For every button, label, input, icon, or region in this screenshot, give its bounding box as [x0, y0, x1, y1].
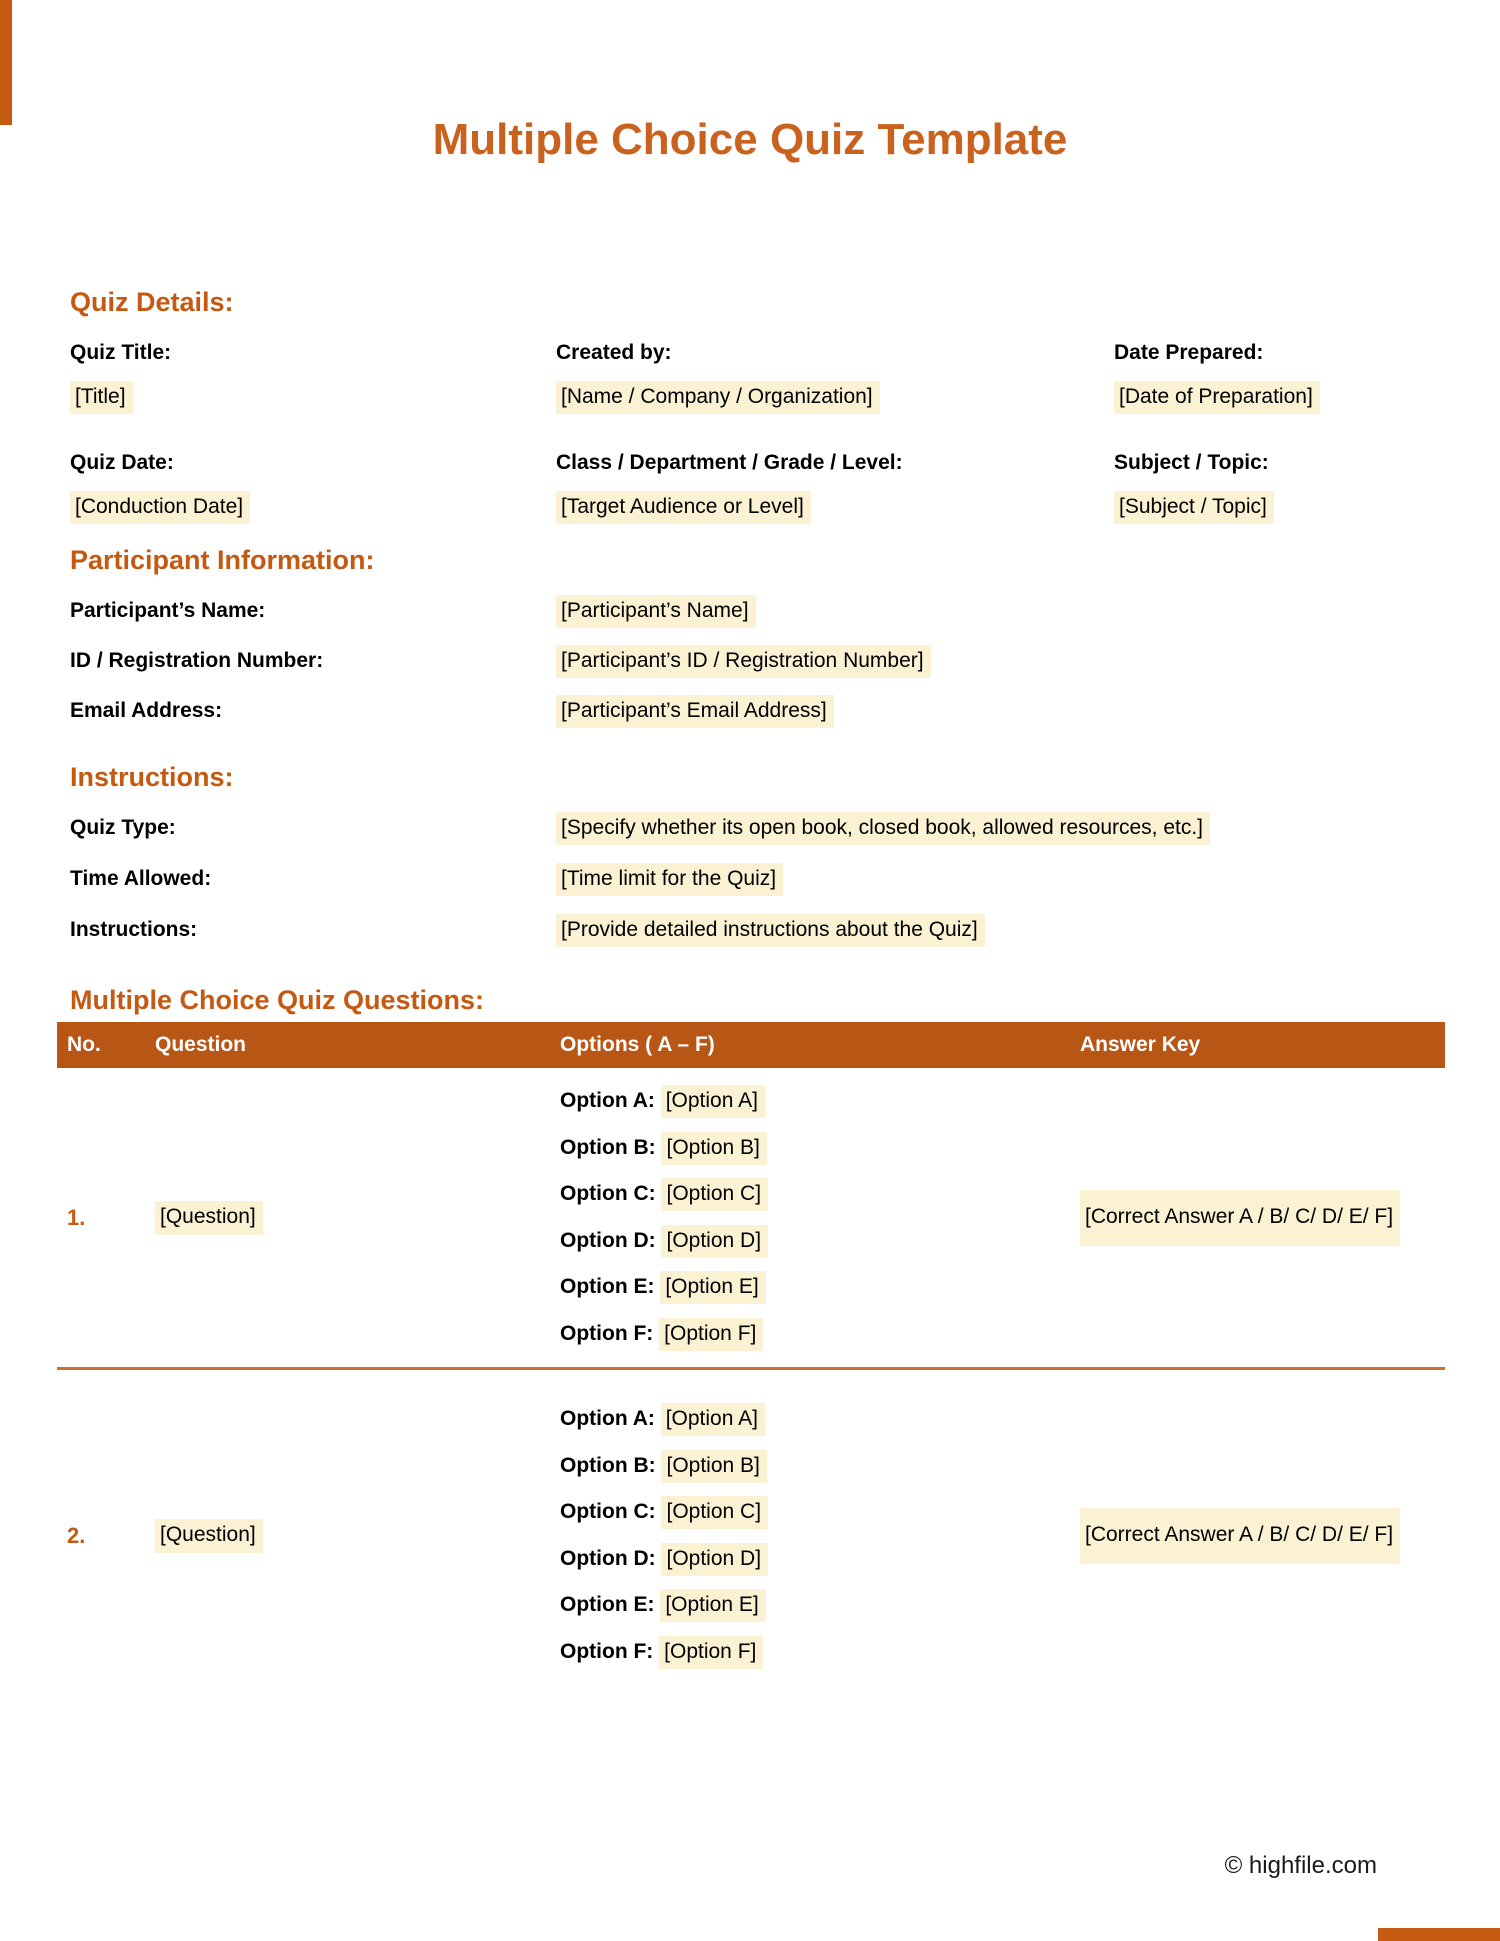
option-b-label: Option B: [560, 1135, 656, 1159]
date-prepared-value[interactable]: [Date of Preparation] [1114, 381, 1320, 414]
option-d-value[interactable]: [Option D] [661, 1225, 768, 1258]
id-registration-value[interactable]: [Participant’s ID / Registration Number] [556, 645, 931, 678]
question-2-placeholder[interactable]: [Question] [155, 1519, 263, 1553]
created-by-value[interactable]: [Name / Company / Organization] [556, 381, 880, 414]
id-registration-label: ID / Registration Number: [70, 649, 324, 672]
quiz-type-value-wrap [556, 813, 1210, 843]
quiz-title-label: Quiz Title: [70, 341, 172, 364]
quiz-type-row [70, 813, 1444, 864]
question-row-2 [57, 1367, 1445, 1685]
question-1-placeholder[interactable]: [Question] [155, 1201, 263, 1235]
option-e-label: Option E: [560, 1275, 655, 1298]
footer-credit: © highfile.com [1224, 1852, 1377, 1879]
created-by-field [556, 338, 1114, 412]
instructions-detail-row [70, 915, 1444, 966]
quiz-title-value[interactable]: [Title] [70, 381, 133, 414]
top-left-accent-bar [0, 0, 12, 125]
option-d-value[interactable]: [Option D] [661, 1543, 768, 1576]
header-cell-options: Options ( A – F) [560, 1033, 715, 1056]
section-heading-quiz-questions: Multiple Choice Quiz Questions: [70, 985, 485, 1015]
option-line-c [560, 1489, 1070, 1536]
option-e-label: Option E: [560, 1593, 655, 1616]
email-address-value-wrap [556, 696, 834, 726]
class-department-field [556, 448, 1114, 522]
quiz-type-label: Quiz Type: [70, 816, 176, 839]
option-line-e [560, 1264, 1070, 1311]
section-heading-quiz-details: Quiz Details: [70, 287, 234, 317]
option-d-label: Option D: [560, 1228, 656, 1252]
option-d-label: Option D: [560, 1546, 656, 1570]
option-f-value[interactable]: [Option F] [659, 1318, 763, 1351]
option-line-d [560, 1536, 1070, 1583]
participant-name-value-wrap [556, 596, 756, 626]
questions-table [57, 1022, 1445, 1685]
question-row-1 [57, 1068, 1445, 1367]
question-1-cell [145, 1078, 550, 1357]
instructions-detail-value-wrap [556, 915, 985, 945]
id-registration-row [70, 646, 1444, 696]
instructions-rows [70, 813, 1444, 966]
header-cell-no: No. [67, 1033, 101, 1056]
option-line-e [560, 1582, 1070, 1629]
class-department-value[interactable]: [Target Audience or Level] [556, 491, 811, 524]
participant-name-label: Participant’s Name: [70, 599, 266, 622]
page-title: Multiple Choice Quiz Template [432, 115, 1068, 164]
option-e-value[interactable]: [Option E] [660, 1271, 765, 1304]
class-department-value-wrap [556, 492, 1114, 522]
option-a-value[interactable]: [Option A] [661, 1085, 765, 1118]
option-line-b [560, 1125, 1070, 1172]
option-f-value[interactable]: [Option F] [659, 1636, 763, 1669]
participant-name-row [70, 596, 1444, 646]
quiz-details-grid [70, 338, 1444, 522]
time-allowed-row [70, 864, 1444, 915]
date-prepared-field [1114, 338, 1444, 412]
participant-info-rows [70, 596, 1444, 746]
question-2-answer-cell [1070, 1396, 1445, 1675]
date-prepared-value-wrap [1114, 382, 1444, 412]
section-heading-instructions: Instructions: [70, 762, 234, 792]
subject-topic-field [1114, 448, 1444, 522]
participant-name-value[interactable]: [Participant’s Name] [556, 595, 756, 628]
option-line-f [560, 1311, 1070, 1358]
header-cell-question: Question [155, 1033, 247, 1056]
option-b-value[interactable]: [Option B] [661, 1132, 766, 1165]
option-line-a [560, 1078, 1070, 1125]
option-line-a [560, 1396, 1070, 1443]
quiz-title-value-wrap [70, 382, 556, 412]
option-b-value[interactable]: [Option B] [661, 1450, 766, 1483]
question-1-number: 1. [67, 1204, 86, 1230]
option-c-value[interactable]: [Option C] [661, 1496, 768, 1529]
question-2-options [550, 1396, 1070, 1675]
questions-table-header [57, 1022, 1445, 1068]
option-line-c [560, 1171, 1070, 1218]
option-line-b [560, 1443, 1070, 1490]
question-2-number: 2. [67, 1522, 86, 1548]
created-by-label: Created by: [556, 341, 672, 364]
option-b-label: Option B: [560, 1453, 656, 1477]
option-line-f [560, 1629, 1070, 1676]
header-cell-answer-key: Answer Key [1080, 1033, 1201, 1056]
question-2-answer-key[interactable]: [Correct Answer A / B/ C/ D/ E/ F] [1080, 1508, 1400, 1564]
time-allowed-value-wrap [556, 864, 783, 894]
option-a-label: Option A: [560, 1407, 655, 1430]
bottom-right-accent-bar [1378, 1928, 1500, 1941]
subject-topic-value[interactable]: [Subject / Topic] [1114, 491, 1274, 524]
quiz-date-value-wrap [70, 492, 556, 522]
option-e-value[interactable]: [Option E] [660, 1589, 765, 1622]
instructions-detail-value[interactable]: [Provide detailed instructions about the Quiz] [556, 914, 985, 947]
class-department-label: Class / Department / Grade / Level: [556, 451, 903, 474]
time-allowed-value[interactable]: [Time limit for the Quiz] [556, 863, 783, 896]
time-allowed-label: Time Allowed: [70, 867, 212, 890]
section-heading-participant-information: Participant Information: [70, 545, 375, 575]
option-a-label: Option A: [560, 1089, 655, 1112]
id-registration-value-wrap [556, 646, 931, 676]
subject-topic-value-wrap [1114, 492, 1444, 522]
question-2-cell [145, 1396, 550, 1675]
email-address-row [70, 696, 1444, 746]
instructions-detail-label: Instructions: [70, 918, 198, 941]
quiz-date-value[interactable]: [Conduction Date] [70, 491, 250, 524]
quiz-title-field [70, 338, 556, 412]
email-address-label: Email Address: [70, 699, 223, 722]
quiz-date-label: Quiz Date: [70, 451, 174, 474]
quiz-type-value[interactable]: [Specify whether its open book, closed book, allowed resources, etc.] [556, 812, 1210, 845]
option-c-label: Option C: [560, 1500, 656, 1523]
option-line-d [560, 1218, 1070, 1265]
email-address-value[interactable]: [Participant’s Email Address] [556, 695, 834, 728]
created-by-value-wrap [556, 382, 1114, 412]
subject-topic-label: Subject / Topic: [1114, 451, 1269, 474]
option-f-label: Option F: [560, 1639, 654, 1663]
option-a-value[interactable]: [Option A] [661, 1403, 765, 1436]
date-prepared-label: Date Prepared: [1114, 341, 1264, 364]
question-1-options [550, 1078, 1070, 1357]
option-c-label: Option C: [560, 1182, 656, 1205]
quiz-date-field [70, 448, 556, 522]
option-f-label: Option F: [560, 1321, 654, 1345]
option-c-value[interactable]: [Option C] [661, 1178, 768, 1211]
question-1-answer-cell [1070, 1078, 1445, 1357]
question-1-answer-key[interactable]: [Correct Answer A / B/ C/ D/ E/ F] [1080, 1190, 1400, 1246]
